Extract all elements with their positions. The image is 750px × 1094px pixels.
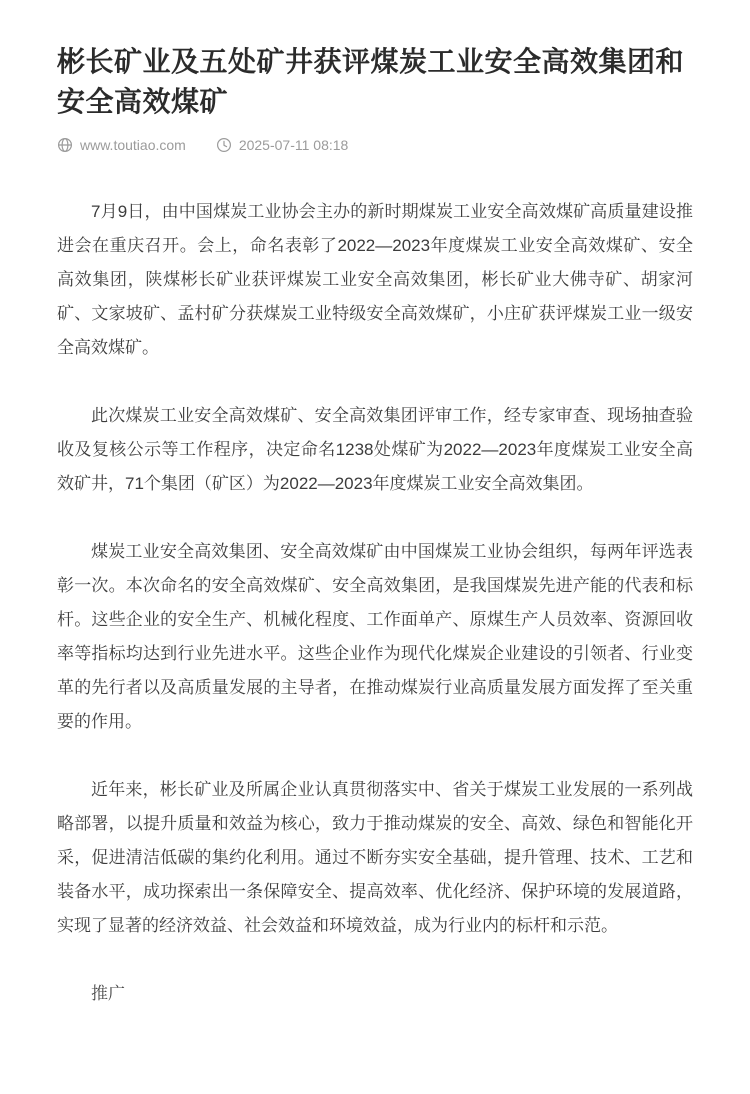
clock-icon: [216, 137, 232, 153]
article-paragraph-3: 煤炭工业安全高效集团、安全高效煤矿由中国煤炭工业协会组织，每两年评选表彰一次。本次命名的安全高效煤矿、安全高效集团，是我国煤炭先进产能的代表和标杆。这些企业的安全生产、机械化程度、工作面单产、原煤生产人员效率、资源回收率等指标均达到行业先进水平。这些企业作为现代化煤炭企业建设的引领者、行业变革的先行者以及高质量发展的主导者，在推动煤炭行业高质量发展方面发挥了至关重要的作用。: [57, 542, 693, 731]
article-paragraph-2: 此次煤炭工业安全高效煤矿、安全高效集团评审工作，经专家审查、现场抽查验收及复核公示等工作程序，决定命名1238处煤矿为2022—2023年度煤炭工业安全高效矿井，71个集团（矿区）为2022—2023年度煤炭工业安全高效集团。: [57, 406, 693, 493]
publish-date: 2025-07-11 08:18: [238, 137, 349, 153]
publish-date-item: [216, 137, 349, 153]
source-label: www.toutiao.com: [80, 137, 186, 153]
article-meta-row: [57, 137, 693, 153]
source-item: [57, 137, 186, 153]
article-paragraph-1: 7月9日，由中国煤炭工业协会主办的新时期煤炭工业安全高效煤矿高质量建设推进会在重庆召开。会上，命名表彰了2022—2023年度煤炭工业安全高效煤矿、安全高效集团，陕煤彬长矿业获评煤炭工业安全高效集团，彬长矿业大佛寺矿、胡家河矿、文家坡矿、孟村矿分获煤炭工业特级安全高效煤矿，小庄矿获评煤炭工业一级安全高效煤矿。: [57, 202, 693, 357]
article-body: [57, 195, 693, 1011]
page-title: 彬长矿业及五处矿井获评煤炭工业安全高效集团和安全高效煤矿: [57, 46, 685, 117]
globe-icon: [57, 137, 73, 153]
article-paragraph-4: 近年来，彬长矿业及所属企业认真贯彻落实中、省关于煤炭工业发展的一系列战略部署，以提升质量和效益为核心，致力于推动煤炭的安全、高效、绿色和智能化开采，促进清洁低碳的集约化利用。通过不断夯实安全基础，提升管理、技术、工艺和装备水平，成功探索出一条保障安全、提高效率、优化经济、保护环境的发展道路，实现了显著的经济效益、社会效益和环境效益，成为行业内的标杆和示范。: [57, 780, 693, 935]
promo-label: 推广: [91, 984, 125, 1003]
